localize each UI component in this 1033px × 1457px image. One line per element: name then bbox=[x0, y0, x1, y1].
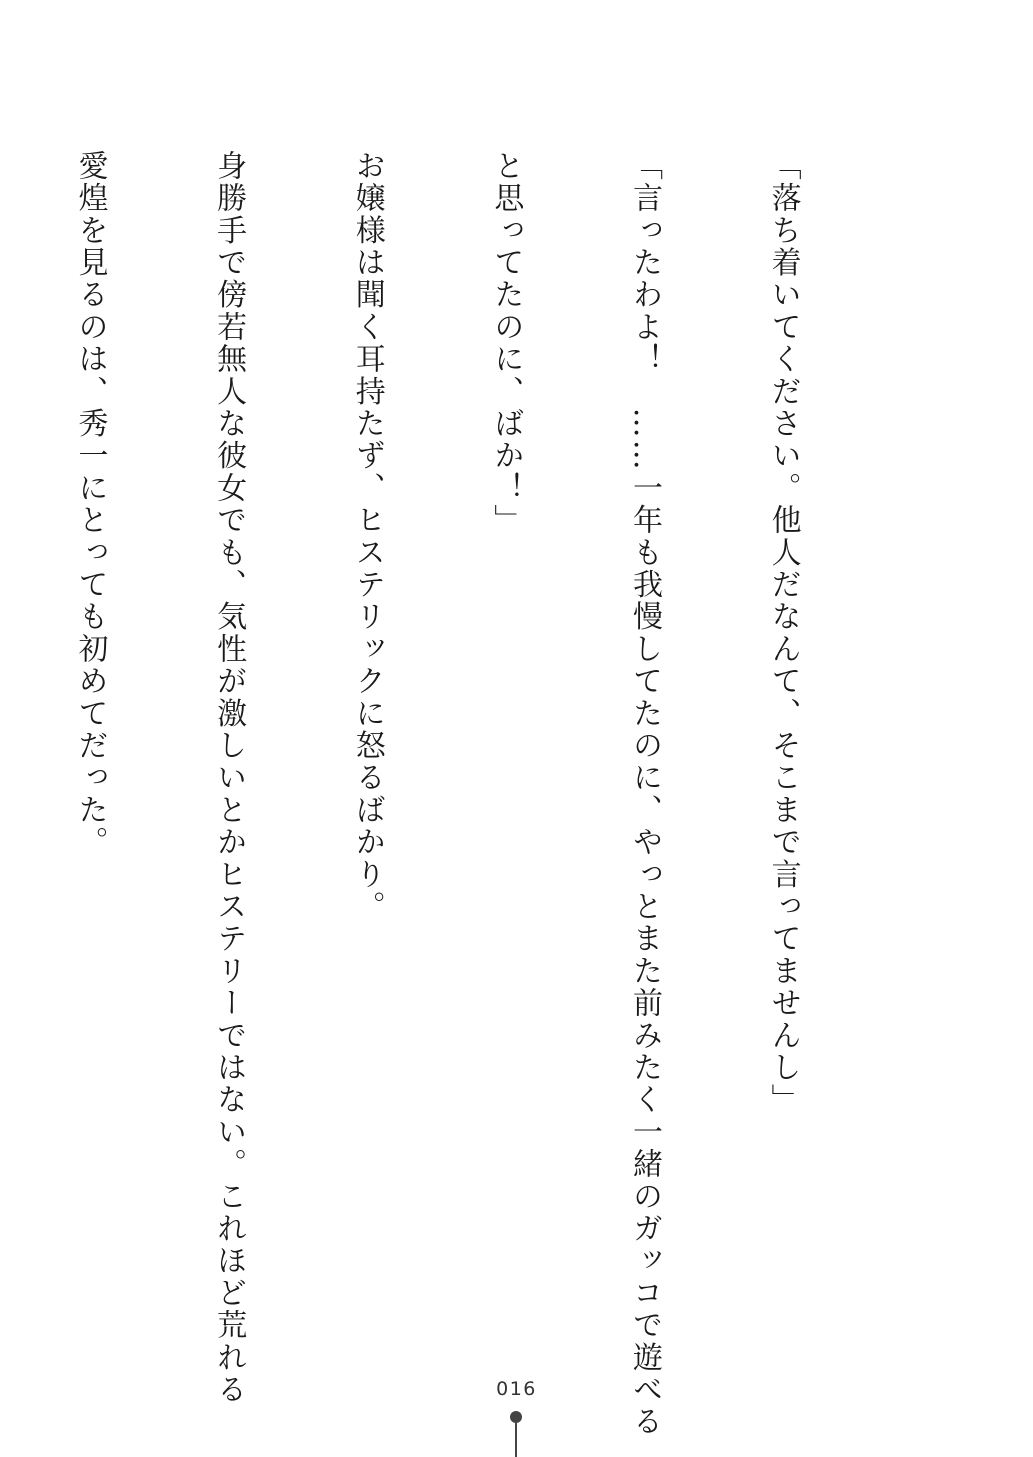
page-marker-icon bbox=[510, 1411, 522, 1457]
text-line: 身勝手で傍若無人な彼女でも、気性が激しいとかヒステリーではない。これほど荒れる bbox=[211, 150, 247, 1406]
text-line: 「言ったわよ！ ……一年も我慢してたのに、やっとまた前みたく一緒のガッコで遊べる bbox=[626, 150, 662, 1438]
text-line: と思ってたのに、ばか！」 bbox=[488, 150, 524, 537]
text-line: 「落ち着いてください。他人だなんて、そこまで言ってませんし」 bbox=[765, 150, 801, 1116]
marker-dot bbox=[510, 1411, 522, 1423]
marker-line bbox=[515, 1423, 517, 1457]
page-number: 016 bbox=[496, 1378, 537, 1400]
text-line: お嬢様は聞く耳持たず、ヒステリックに怒るばかり。 bbox=[349, 150, 385, 923]
text-line: 愛煌を見るのは、秀一にとっても初めてだった。 bbox=[72, 150, 108, 859]
